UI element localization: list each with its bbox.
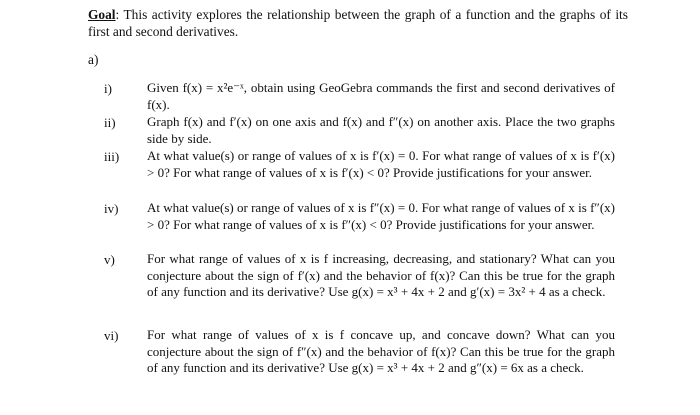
item-number: i) bbox=[104, 81, 112, 96]
item-text: For what range of values of x is f concave up, and concave down? What can you conjecture about the sign of f″(x) and the behavior of f(x)? Can this be true for the graph of any function and its derivative? Use g(x) = x³ + 4x + 2 and g″(x) = 6x as a check. bbox=[147, 327, 615, 376]
item-text: For what range of values of x is f increasing, decreasing, and stationary? What can you conjecture about the sign of f′(x) and the behavior of f(x)? Can this be true for the graph of any function and its derivative? Use g(x) = x³ + 4x + 2 and g′(x) = 3x² + 4 as a check. bbox=[147, 251, 615, 300]
part-label: a) bbox=[88, 52, 99, 67]
item-number: ii) bbox=[104, 115, 116, 130]
item-number: vi) bbox=[104, 328, 119, 343]
goal-paragraph bbox=[88, 6, 628, 40]
item-number: iii) bbox=[104, 149, 120, 164]
item-text: At what value(s) or range of values of x is f′(x) = 0. For what range of values of x is f′(x) > 0? For what range of values of x is f′(x) < 0? Provide justifications for your answer. bbox=[147, 148, 615, 180]
item-text: At what value(s) or range of values of x is f″(x) = 0. For what range of values of x is f″(x) > 0? For what range of values of x is f″(x) < 0? Provide justifications for your answer. bbox=[147, 200, 615, 232]
goal-label: Goal bbox=[88, 7, 116, 22]
item-number: v) bbox=[104, 252, 115, 267]
goal-text: : This activity explores the relationship between the graph of a function and the graphs of its first and second derivatives. bbox=[88, 7, 628, 39]
item-number: iv) bbox=[104, 201, 119, 216]
item-text: Given f(x) = x²e⁻ˣ, obtain using GeoGebra commands the first and second derivatives of f(x). bbox=[147, 80, 615, 112]
item-text: Graph f(x) and f′(x) on one axis and f(x) and f″(x) on another axis. Place the two graphs side by side. bbox=[147, 114, 615, 146]
